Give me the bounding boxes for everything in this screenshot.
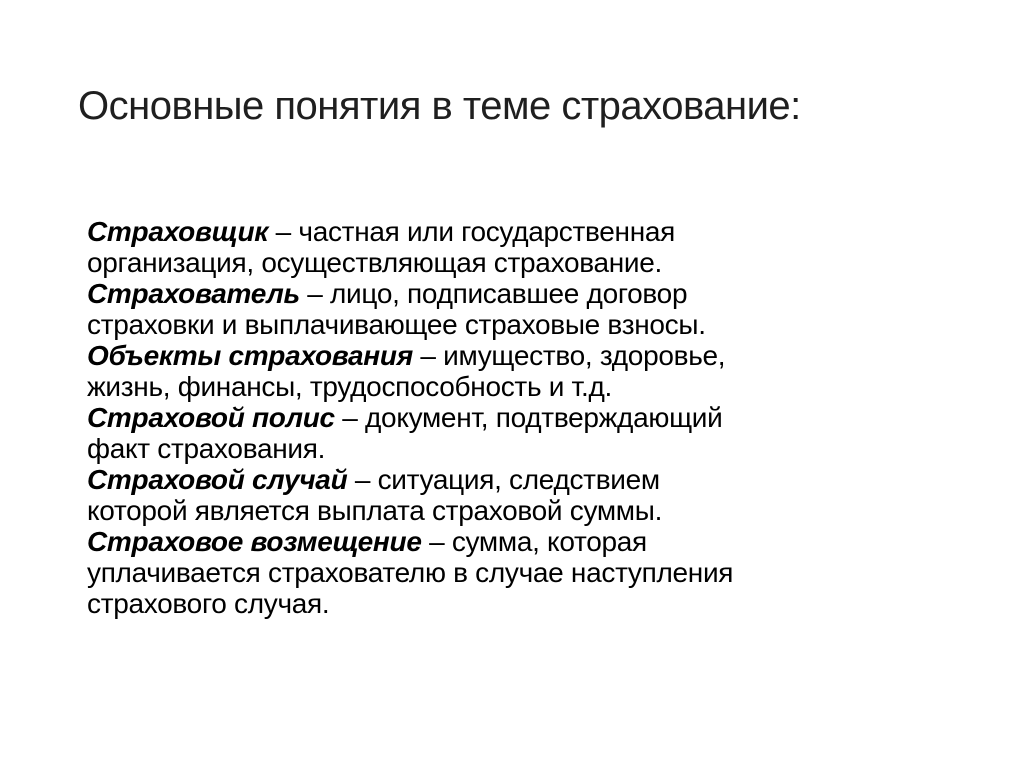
term-label: Объекты страхования [87, 340, 413, 371]
term-label: Страховой случай [87, 464, 348, 495]
term-definition: лицо, подписавшее договор страховки и выплачивающее страховые взносы. [87, 278, 706, 340]
term-label: Страхователь [87, 278, 300, 309]
term-separator: – [299, 278, 331, 309]
term-entry [87, 526, 747, 619]
term-definition: сумма, которая уплачивается страхователю в случае наступления страхового случая. [87, 526, 734, 619]
term-entry [87, 402, 747, 464]
term-label: Страховое возмещение [87, 526, 422, 557]
term-entry [87, 278, 747, 340]
definitions-list [87, 216, 747, 619]
term-label: Страховой полис [87, 402, 335, 433]
term-definition: ситуация, следствием которой является выплата страховой суммы. [87, 464, 663, 526]
term-entry [87, 216, 747, 278]
term-separator: – [268, 216, 299, 247]
term-entry [87, 464, 747, 526]
term-separator: – [412, 340, 444, 371]
term-definition: частная или государственная организация, осуществляющая страхование. [87, 216, 676, 278]
term-label: Страховщик [87, 216, 269, 247]
slide-title: Основные понятия в теме страхование: [78, 84, 801, 128]
term-definition: имущество, здоровье, жизнь, финансы, трудоспособность и т.д. [87, 340, 726, 402]
term-definition: документ, подтверждающий факт страхования. [87, 402, 723, 464]
term-separator: – [347, 464, 378, 495]
term-entry [87, 340, 747, 402]
term-separator: – [421, 526, 452, 557]
term-separator: – [334, 402, 366, 433]
